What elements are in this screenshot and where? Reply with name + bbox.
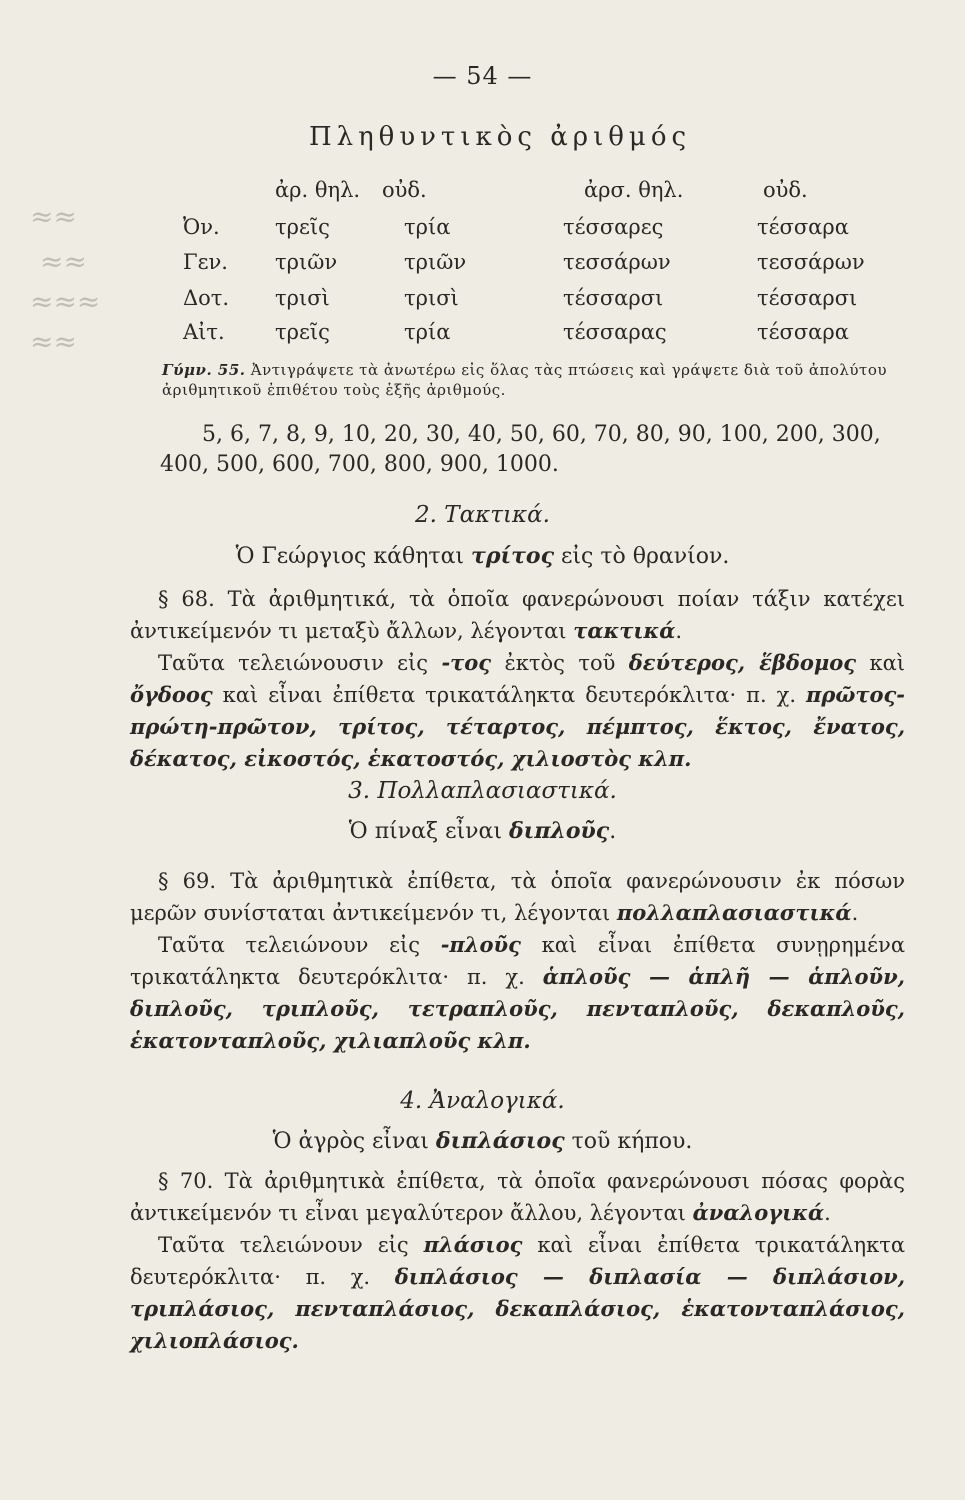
table-header: ἀρ. θηλ. (275, 178, 361, 202)
table-cell: τρισὶ (404, 286, 459, 310)
table-cell: τέσσαρας (563, 320, 667, 344)
table-cell: τρεῖς (275, 215, 330, 239)
table-cell: τριῶν (404, 250, 467, 274)
case-label: Δοτ. (183, 286, 230, 310)
exercise-label: Γύμν. 55. (162, 361, 246, 379)
table-cell: τρισὶ (275, 286, 330, 310)
handwriting-mark: ≈≈ (40, 245, 87, 278)
example-sentence: Ὁ Γεώργιος κάθηται τρίτος εἰς τὸ θρανίον. (235, 543, 730, 569)
exercise-numbers: 5, 6, 7, 8, 9, 10, 20, 30, 40, 50, 60, 70, 80, 90, 100, 200, 300, 400, 500, 600, 700, 800, 900, 1000. (160, 422, 881, 477)
example-sentence: Ὁ πίναξ εἶναι διπλοῦς. (348, 818, 617, 844)
table-cell: τέσσαρα (757, 215, 849, 239)
handwriting-mark: ≈≈ (30, 200, 77, 233)
table-cell: τρεῖς (275, 320, 330, 344)
paragraph-70: § 70. Τὰ ἀριθμητικὰ ἐπίθετα, τὰ ὁποῖα φανερώνουσι πόσας φορὰς ἀντικείμενόν τι εἶναι μεγαλύτερον ἄλλου, λέγονται ἀναλογικά. Ταῦτα τελειώνουν εἰς πλάσιος καὶ εἶναι ἐπίθετα τρικατάληκτα δευτερόκλιτα· π. χ. διπλάσιος — διπλασία — διπλάσιον, τριπλάσιος, πενταπλάσιος, δεκαπλάσιος, ἑκατονταπλάσιος, χιλιοπλάσιος. (130, 1169, 906, 1353)
handwriting-mark: ≈≈ (30, 325, 77, 358)
paragraph-69: § 69. Τὰ ἀριθμητικὰ ἐπίθετα, τὰ ὁποῖα φανερώνουσιν ἐκ πόσων μερῶν συνίσταται ἀντικείμενόν τι, λέγονται πολλαπλασιαστικά. Ταῦτα τελειώνουν εἰς -πλοῦς καὶ εἶναι ἐπίθετα συνῃρημένα τρικατάληκτα δευτερόκλιτα· π. χ. ἁπλοῦς — ἁπλῆ — ἁπλοῦν, διπλοῦς, τριπλοῦς, τετραπλοῦς, πενταπλοῦς, δεκαπλοῦς, ἑκατονταπλοῦς, χιλιαπλοῦς κλπ. (130, 869, 906, 1053)
section-title-multiplicatives: 3. Πολλαπλασιαστικά. (348, 778, 617, 804)
table-cell: τέσσαρσι (757, 286, 858, 310)
section-title-proportionals: 4. Ἀναλογικά. (400, 1088, 565, 1114)
table-header: οὐδ. (382, 178, 427, 202)
table-cell: τρία (404, 320, 451, 344)
table-cell: τέσσαρσι (563, 286, 664, 310)
table-header: ἀρσ. θηλ. (584, 178, 684, 202)
handwriting-mark: ≈≈≈ (30, 285, 101, 318)
exercise-text: Γύμν. 55. Ἀντιγράψετε τὰ ἀνωτέρω εἰς ὅλας τὰς πτώσεις καὶ γράψετε διὰ τοῦ ἀπολύτου ἀριθμητικοῦ ἐπιθέτου τοὺς ἑξῆς ἀριθμούς. (162, 361, 887, 399)
plural-heading: Πληθυντικὸς ἀριθμός (308, 122, 692, 152)
table-cell: τριῶν (275, 250, 338, 274)
table-header: οὐδ. (763, 178, 808, 202)
case-label: Αἰτ. (183, 320, 225, 344)
section-title-ordinals: 2. Τακτικά. (415, 502, 550, 528)
paragraph-68: § 68. Τὰ ἀριθμητικά, τὰ ὁποῖα φανερώνουσι ποίαν τάξιν κατέχει ἀντικείμενόν τι μεταξὺ ἄλλων, λέγονται τακτικά. Ταῦτα τελειώνουσιν εἰς -τος ἐκτὸς τοῦ δεύτερος, ἕβδομος καὶ ὄγδοος καὶ εἶναι ἐπίθετα τρικατάληκτα δευτερόκλιτα· π. χ. πρῶτος-πρώτη-πρῶτον, τρίτος, τέταρτος, πέμπτος, ἕκτος, ἔνατος, δέκατος, εἰκοστός, ἑκατοστός, χιλιοστὸς κλπ. (130, 587, 906, 771)
table-cell: τεσσάρων (757, 250, 865, 274)
table-cell: τέσσαρες (563, 215, 664, 239)
example-sentence: Ὁ ἀγρὸς εἶναι διπλάσιος τοῦ κήπου. (272, 1128, 693, 1154)
case-label: Γεν. (183, 250, 228, 274)
table-cell: τρία (404, 215, 451, 239)
page-number: — 54 — (432, 62, 533, 90)
table-cell: τεσσάρων (563, 250, 671, 274)
case-label: Ὀν. (183, 215, 220, 239)
table-cell: τέσσαρα (757, 320, 849, 344)
